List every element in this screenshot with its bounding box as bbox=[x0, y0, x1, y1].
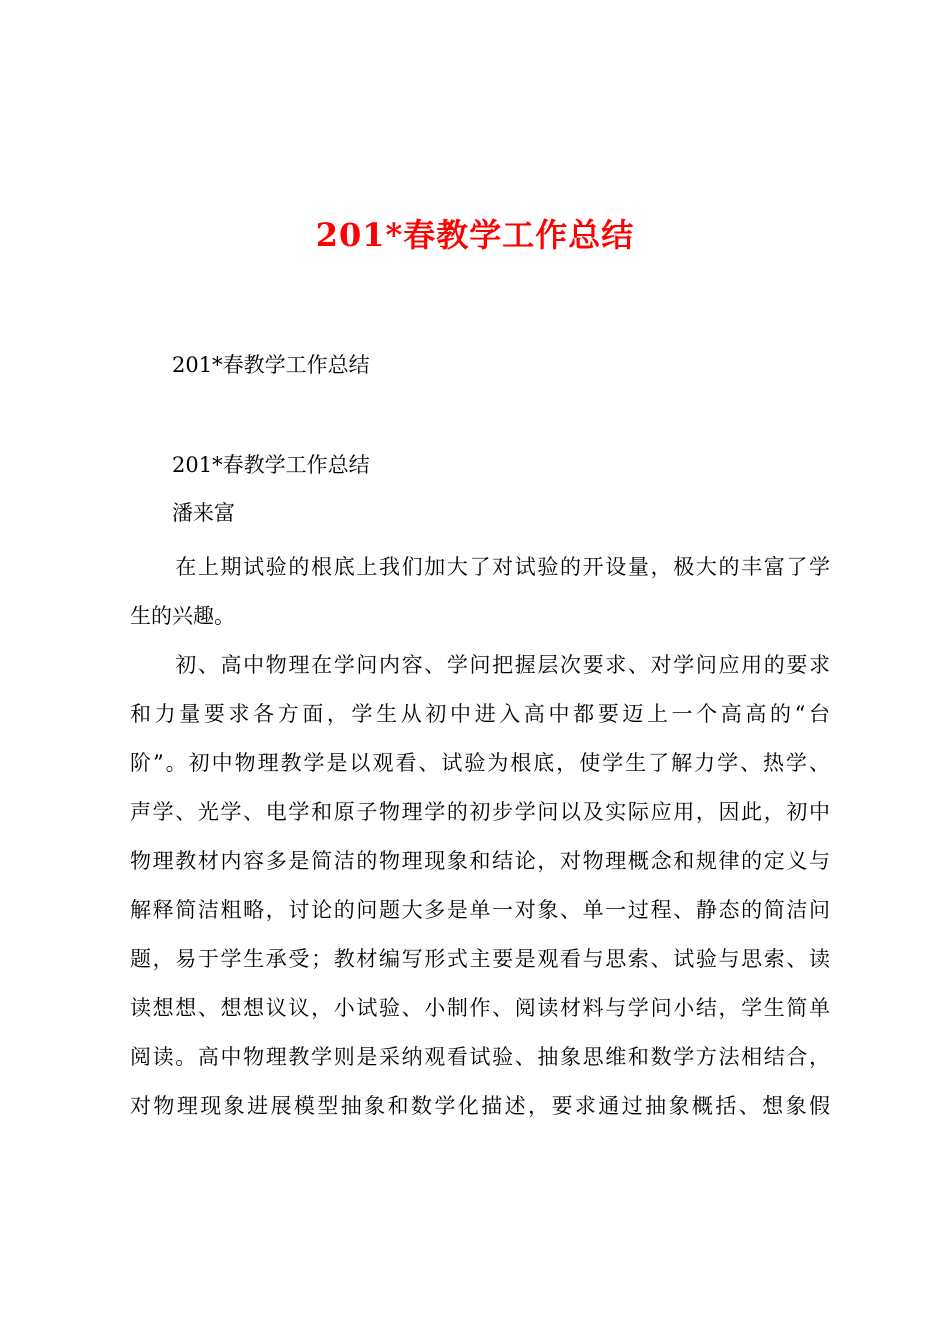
paragraph-1 bbox=[130, 543, 830, 641]
author-name: 潘来富 bbox=[172, 501, 235, 525]
paragraph-line: 在上期试验的根底上我们加大了对试验的开设量，极大的丰富了学 bbox=[130, 555, 830, 579]
paragraph-line: 生的兴趣。 bbox=[130, 604, 235, 628]
paragraph-line: 物理教材内容多是简洁的物理现象和结论，对物理概念和规律的定义与 bbox=[130, 849, 830, 873]
paragraph-line: 和力量要求各方面，学生从初中进入高中都要迈上一个高高的“台 bbox=[130, 702, 830, 726]
paragraph-line: 初、高中物理在学问内容、学问把握层次要求、对学问应用的要求 bbox=[130, 653, 830, 677]
paragraph-line: 解释简洁粗略，讨论的问题大多是单一对象、单一过程、静态的简洁问 bbox=[130, 898, 830, 922]
paragraph-line: 阶”。初中物理教学是以观看、试验为根底，使学生了解力学、热学、 bbox=[130, 751, 830, 775]
document-title: 201*春教学工作总结 bbox=[315, 216, 635, 254]
subtitle-heading-repeat: 201*春教学工作总结 bbox=[172, 453, 370, 477]
subtitle-heading: 201*春教学工作总结 bbox=[172, 353, 370, 377]
paragraph-line: 声学、光学、电学和原子物理学的初步学问以及实际应用，因此，初中 bbox=[130, 800, 830, 824]
paragraph-line: 对物理现象进展模型抽象和数学化描述，要求通过抽象概括、想象假 bbox=[130, 1094, 830, 1118]
paragraph-line: 读想想、想想议议，小试验、小制作、阅读材料与学问小结，学生简单 bbox=[130, 996, 830, 1020]
paragraph-2 bbox=[130, 641, 830, 1131]
paragraph-line: 题，易于学生承受；教材编写形式主要是观看与思索、试验与思索、读 bbox=[130, 947, 830, 971]
paragraph-line: 阅读。高中物理教学则是采纳观看试验、抽象思维和数学方法相结合， bbox=[130, 1045, 830, 1069]
